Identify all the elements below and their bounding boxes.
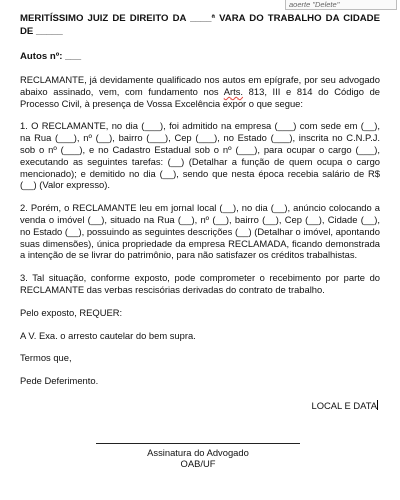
delete-hint-box: aoerte "Delete" <box>285 0 397 10</box>
spellcheck-flagged-word: Arts. <box>223 85 244 97</box>
paragraph-3: 3. Tal situação, conforme exposto, pode comprometer o recebimento por parte do RECLAMANTE das verbas rescisórias derivadas do contrato de trabalho. <box>20 272 380 295</box>
place-and-date-text: LOCAL E DATA <box>311 400 377 411</box>
signature-line <box>96 443 300 444</box>
text-cursor <box>377 400 378 410</box>
signature-label: Assinatura do Advogado <box>147 447 249 458</box>
intro-paragraph <box>20 74 380 109</box>
closing-terms: Termos que, <box>20 352 72 364</box>
paragraph-2: 2. Porém, o RECLAMANTE leu em jornal local (__), no dia (__), anúncio colocando a venda o imóvel (__), situado na Rua (__), nº (__), bairro (__), Cep (__), Cidade (__), no Estado (__), possuindo as seguintes descrições (__) (Detalhar o imóvel, apontando suas dimensões), única propriedade da empresa RECLAMADA, ficando demonstrada a intenção de se livrar do patrimônio, para não satisfazer os créditos trabalhistas. <box>20 202 380 261</box>
document-heading: MERITÍSSIMO JUIZ DE DIREITO DA ____ª VARA DO TRABALHO DA CIDADE DE _____ <box>20 13 380 37</box>
arrest-request: A V. Exa. o arresto cautelar do bem supra. <box>20 329 196 341</box>
document-body <box>20 12 380 387</box>
signature-oab: OAB/UF <box>180 458 216 469</box>
request-line: Pelo exposto, REQUER: <box>20 306 123 318</box>
closing-request: Pede Deferimento. <box>20 375 99 387</box>
intro-text-end: 813, III e 814 do Código de Processo Civil, à presença de Vossa Excelência expor o que segue: <box>20 85 380 109</box>
paragraph-1: 1. O RECLAMANTE, no dia (___), foi admitido na empresa (___) com sede em (__), na Rua (___), nº (__), bairro (___), Cep (___), no Estado (___), inscrita no C.N.P.J. sob o nº (___), e no Cadastro Estadual sob o nº (___), para ocupar o cargo (___), executando as seguintes tarefas: (__) (Detalhar a função de quem ocupa o cargo mencionado); e demitido no dia (__), sendo que nesta época recebia salário de R$ (__) (Valor expresso). <box>20 120 380 191</box>
autos-number: Autos nº: ___ <box>20 51 82 62</box>
place-and-date <box>312 400 378 411</box>
intro-text-start: RECLAMANTE, já devidamente qualificado nos autos em epígrafe, por seu advogado abaixo assinado, vem, com fundamento nos <box>20 74 380 97</box>
